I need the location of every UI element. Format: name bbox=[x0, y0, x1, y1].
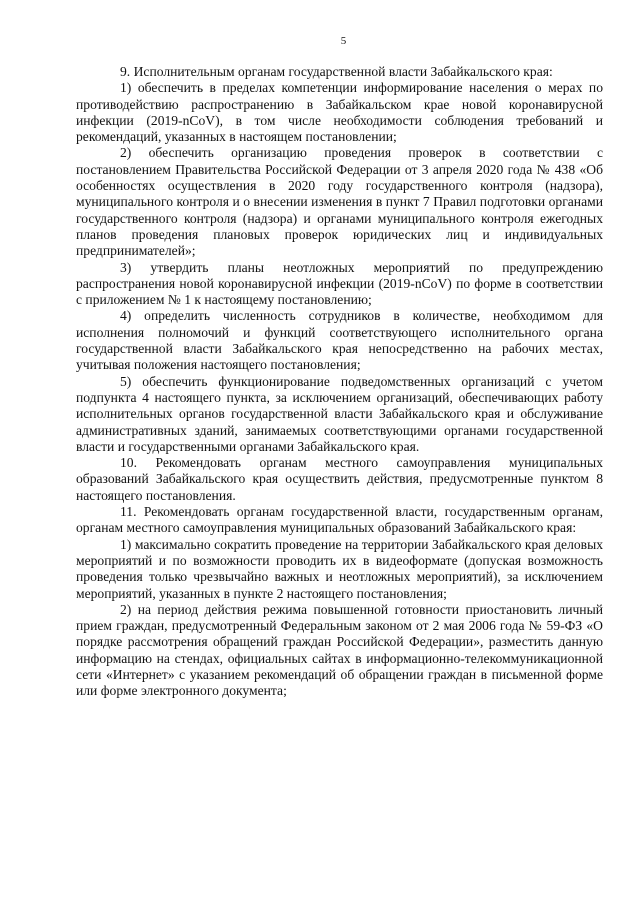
paragraph-9-4: 4) определить численность сотрудников в количестве, необходимом для исполнения полномочий и функций соответствующего исполнительного органа государственной власти Забайкальского края непосредственно на рабочих местах, учитывая положения настоящего постановления; bbox=[76, 308, 603, 373]
paragraph-9: 9. Исполнительным органам государственной власти Забайкальского края: bbox=[120, 64, 553, 79]
page-number: 5 bbox=[340, 35, 347, 47]
paragraph-9-3: 3) утвердить планы неотложных мероприятий по предупреждению распространения новой коронавирусной инфекции (2019-nCoV) по форме в соответствии с приложением № 1 к настоящему постановлению; bbox=[76, 259, 603, 308]
paragraph-9-1: 1) обеспечить в пределах компетенции информирование населения о мерах по противодействию распространению в Забайкальском крае новой коронавирусной инфекции (2019-nCoV), в том числе необходимости соблюдения требований и рекомендаций, указанных в настоящем постановлении; bbox=[76, 80, 603, 145]
paragraph-10: 10. Рекомендовать органам местного самоуправления муниципальных образований Забайкальского края осуществить действия, предусмотренные пунктом 8 настоящего постановления. bbox=[76, 455, 603, 503]
paragraph-11-1: 1) максимально сократить проведение на территории Забайкальского края деловых мероприятий и по возможности проводить их в видеоформате (допуская возможность проведения только чрезвычайно важных и неотложных мероприятий), за исключением мероприятий, указанных в пункте 2 настоящего постановления; bbox=[76, 536, 603, 601]
paragraph-9-2: 2) обеспечить организацию проведения проверок в соответствии с постановлением Правительства Российской Федерации от 3 апреля 2020 года № 438 «Об особенностях осуществления в 2020 году государственного контроля (надзора), муниципального контроля и о внесении изменения в пункт 7 Правил подготовки органами государственного контроля (надзора) и органами муниципального контроля ежегодных планов проведения плановых проверок юридических лиц и индивидуальных предпринимателей»; bbox=[76, 145, 603, 259]
paragraph-11-2: 2) на период действия режима повышенной готовности приостановить личный прием граждан, предусмотренный Федеральным законом от 2 мая 2006 года № 59-ФЗ «О порядке рассмотрения обращений граждан Российской Федерации», разместить данную информацию на стендах, официальных сайтах в информационно-телекоммуникационной сети «Интернет» с указанием рекомендаций об обращении граждан в письменной форме или форме электронного документа; bbox=[76, 601, 603, 699]
paragraph-11: 11. Рекомендовать органам государственной власти, государственным органам, органам местного самоуправления муниципальных образований Забайкальского края: bbox=[76, 504, 603, 536]
paragraph-9-5: 5) обеспечить функционирование подведомственных организаций с учетом подпункта 4 настоящего пункта, за исключением организаций, обеспечивающих работу исполнительных органов государственной власти Забайкальского края и обслуживание административных зданий, занимаемых соответствующими органами государственной власти и государственными органами Забайкальского края. bbox=[76, 373, 603, 454]
